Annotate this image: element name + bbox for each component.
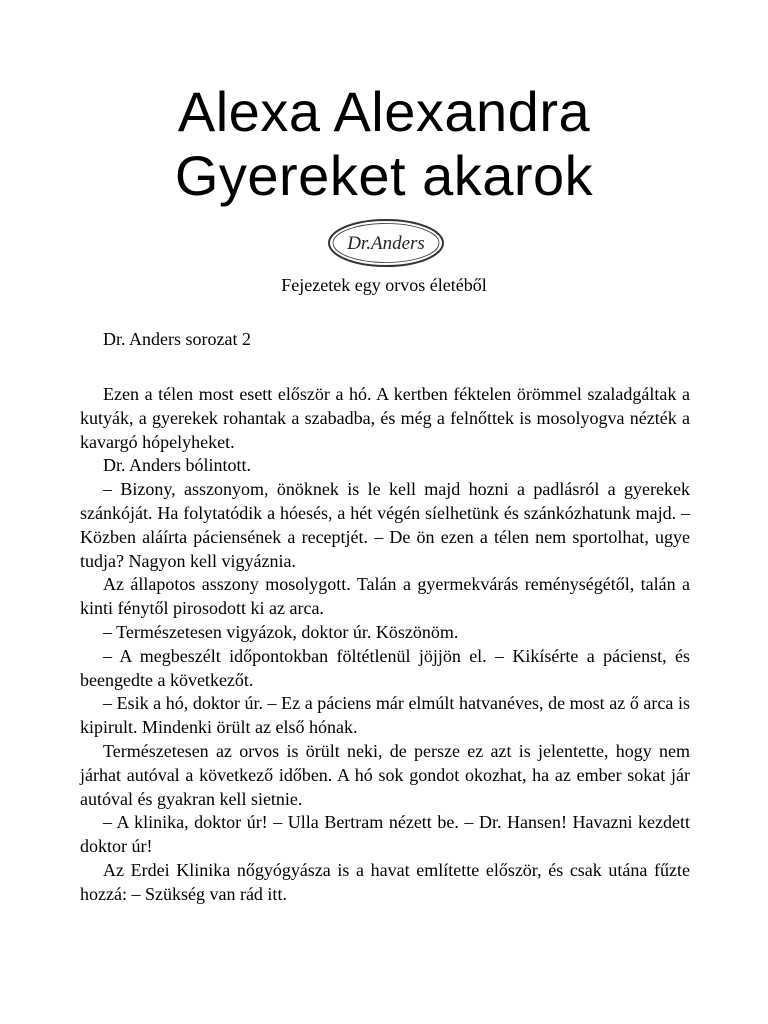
- series-label: Dr. Anders sorozat 2: [103, 329, 251, 349]
- author-name: Alexa Alexandra: [177, 80, 591, 143]
- paragraph: Természetesen az orvos is örült neki, de persze ez azt is jelentette, hogy nem járhat autóval a következő időben. A hó sok gondot okozhat, ha az ember sokat jár autóval és gyakran kell sietnie.: [80, 740, 690, 809]
- paragraph: Ezen a télen most esett először a hó. A kertben féktelen örömmel szaladgáltak a kutyák, a gyerekek rohantak a szabadba, és még a felnőttek is mosolyogva nézték a kavargó hópelyheket.: [80, 384, 690, 452]
- body-text: [80, 383, 690, 907]
- dr-anders-logo: [327, 218, 445, 268]
- paragraph: – A megbeszélt időpontokban föltétlenül jöjjön el. – Kikísérte a pácienst, és beengedte a következőt.: [80, 645, 690, 690]
- book-title: [0, 80, 768, 208]
- subtitle: Fejezetek egy orvos életéből: [281, 275, 487, 295]
- paragraph: Dr. Anders bólintott.: [103, 455, 251, 476]
- paragraph: Az Erdei Klinika nőgyógyásza is a havat említette először, és csak utána fűzte hozzá: – Szükség van rád itt.: [80, 859, 690, 904]
- book-title-text: Gyereket akarok: [174, 144, 594, 207]
- paragraph: – Természetesen vigyázok, doktor úr. Köszönöm.: [103, 621, 459, 642]
- paragraph: Az állapotos asszony mosolygott. Talán a gyermekvárás reménységétől, talán a kinti fénytől pirosodott ki az arca.: [80, 574, 690, 619]
- paragraph: – A klinika, doktor úr! – Ulla Bertram nézett be. – Dr. Hansen! Havazni kezdett doktor úr!: [80, 812, 690, 857]
- paragraph: – Bizony, asszonyom, önöknek is le kell majd hozni a padlásról a gyerekek szánkóját. Ha folytatódik a hóesés, a hét végén síelhetünk és szánkózhatunk majd. – Közben aláírta páciensének a receptjét. – De ön ezen a télen nem sportolhat, ugye tudja? Nagyon kell vigyáznia.: [80, 479, 690, 571]
- logo-text: Dr.Anders: [347, 233, 425, 254]
- paragraph: – Esik a hó, doktor úr. – Ez a páciens már elmúlt hatvanéves, de most az ő arca is kipirult. Mindenki örült az első hónak.: [80, 693, 690, 738]
